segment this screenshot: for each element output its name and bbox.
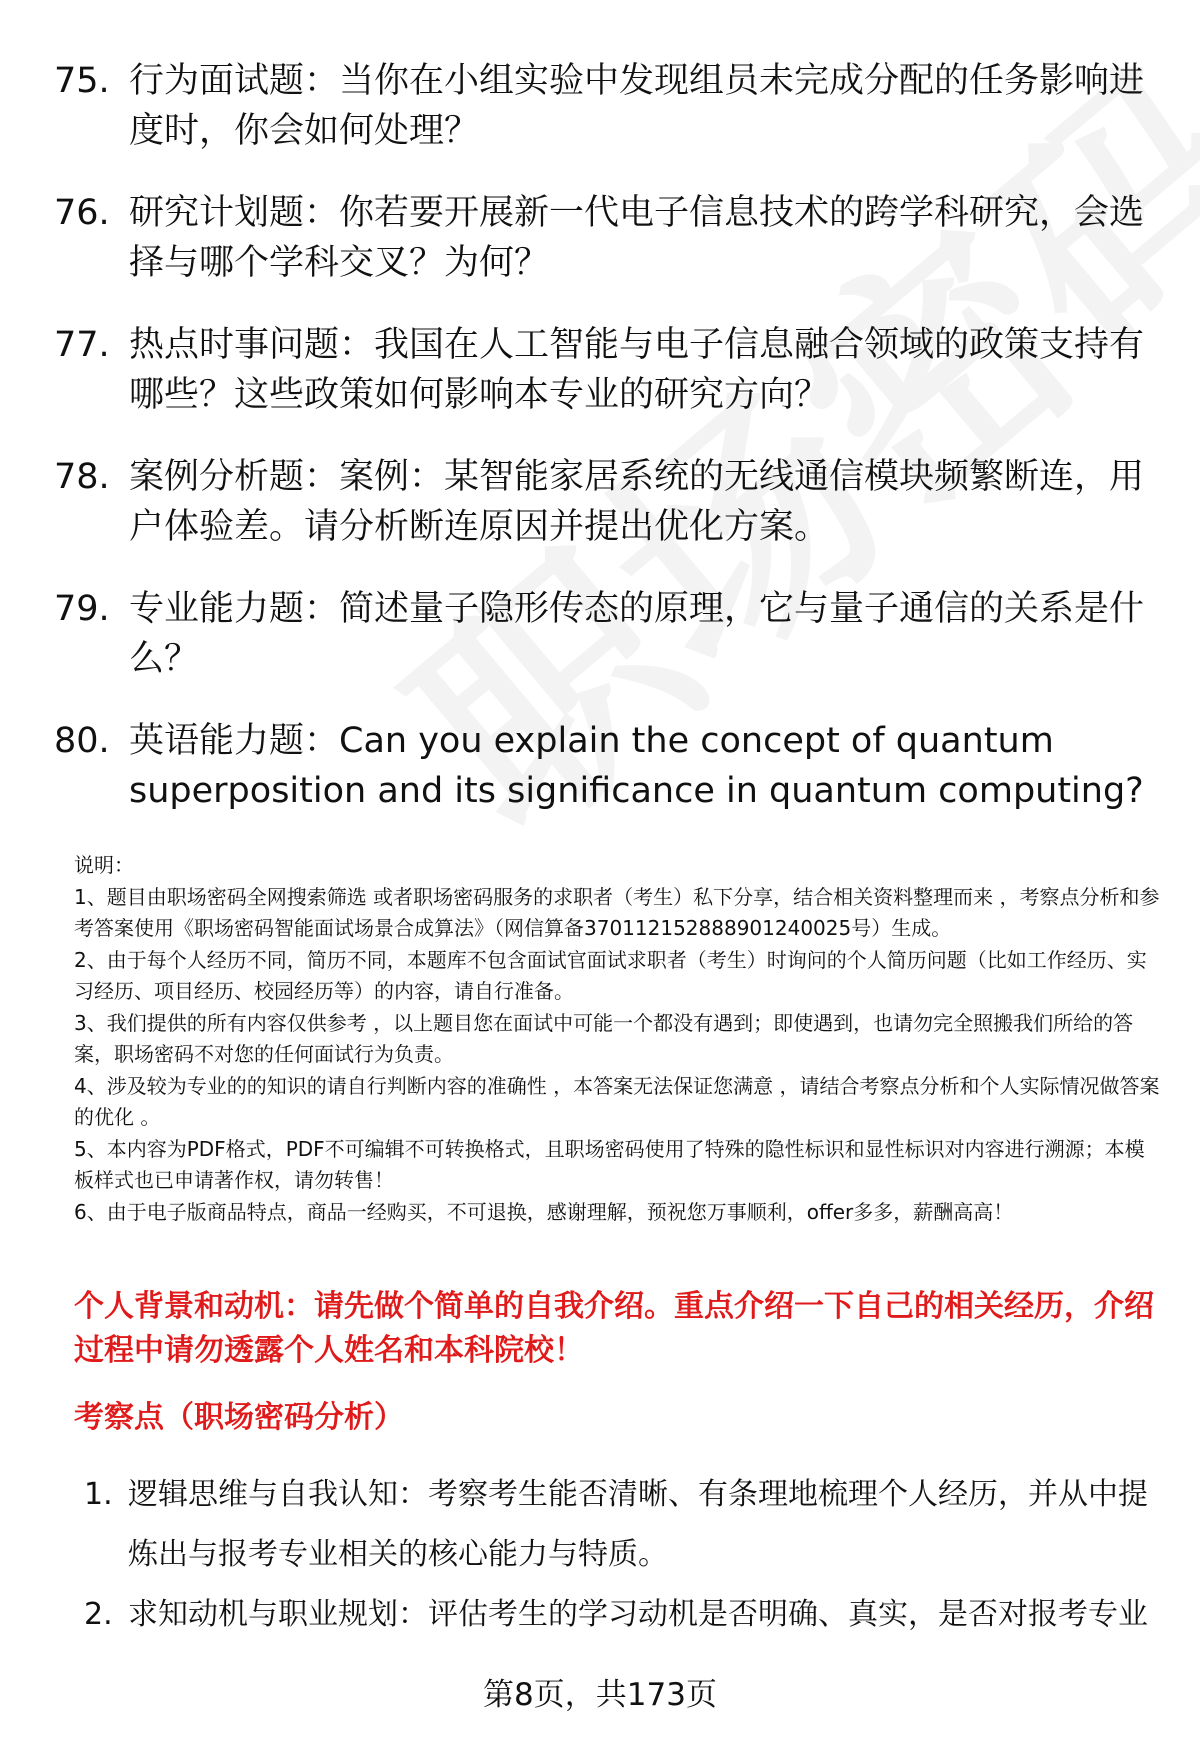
notes-block <box>74 850 1160 1228</box>
question-number: 79. <box>54 589 110 629</box>
point-number: 2. <box>84 1597 113 1632</box>
analysis-point <box>84 1585 1164 1645</box>
section-subheading: 考察点（职场密码分析） <box>74 1400 404 1435</box>
question-item <box>54 56 1164 156</box>
question-number: 75. <box>54 61 110 101</box>
question-number: 76. <box>54 193 110 233</box>
question-text: 行为面试题：当你在小组实验中发现组员未完成分配的任务影响进度时，你会如何处理？ <box>129 61 1145 151</box>
note-item: 4、涉及较为专业的的知识的请自行判断内容的准确性 ，本答案无法保证您满意 ，请结合考察点分析和个人实际情况做答案的优化 。 <box>74 1073 1160 1129</box>
point-number: 1. <box>84 1477 113 1512</box>
question-text: 专业能力题：简述量子隐形传态的原理，它与量子通信的关系是什么？ <box>129 589 1145 679</box>
note-item: 3、我们提供的所有内容仅供参考 ，以上题目您在面试中可能一个都没有遇到；即使遇到，也请勿完全照搬我们所给的答案，职场密码不对您的任何面试行为负责。 <box>74 1010 1134 1066</box>
analysis-point <box>84 1465 1164 1585</box>
question-text: 英语能力题：Can you explain the concept of quantum superposition and its significance in quantum computing? <box>129 721 1144 811</box>
question-number: 80. <box>54 721 110 761</box>
question-item <box>54 716 1164 816</box>
page-footer: 第8页，共173页 <box>483 1677 717 1713</box>
question-item <box>54 452 1164 552</box>
point-text: 逻辑思维与自我认知：考察考生能否清晰、有条理地梳理个人经历，并从中提炼出与报考专业相关的核心能力与特质。 <box>128 1477 1148 1572</box>
question-text: 案例分析题：案例：某智能家居系统的无线通信模块频繁断连，用户体验差。请分析断连原因并提出优化方案。 <box>129 457 1145 547</box>
question-number: 77. <box>54 325 110 365</box>
note-item: 5、本内容为PDF格式，PDF不可编辑不可转换格式，且职场密码使用了特殊的隐性标识和显性标识对内容进行溯源；本模板样式也已申请著作权，请勿转售！ <box>74 1136 1145 1192</box>
question-text: 研究计划题：你若要开展新一代电子信息技术的跨学科研究，会选择与哪个学科交叉？为何？ <box>129 193 1145 283</box>
note-item: 6、由于电子版商品特点，商品一经购买，不可退换，感谢理解，预祝您万事顺利，offer多多，薪酬高高！ <box>74 1199 1014 1224</box>
question-item <box>54 188 1164 288</box>
question-item <box>54 584 1164 684</box>
analysis-point-list <box>84 1465 1164 1645</box>
question-number: 78. <box>54 457 110 497</box>
notes-title: 说明： <box>74 853 134 877</box>
question-text: 热点时事问题：我国在人工智能与电子信息融合领域的政策支持有哪些？这些政策如何影响本专业的研究方向？ <box>129 325 1145 415</box>
note-item: 1、题目由职场密码全网搜索筛选 或者职场密码服务的求职者（考生）私下分享，结合相关资料整理而来 ，考察点分析和参考答案使用《职场密码智能面试场景合成算法》（网信算备370112152888901240025号）生成。 <box>74 884 1160 940</box>
point-text: 求知动机与职业规划：评估考生的学习动机是否明确、真实，是否对报考专业 <box>128 1597 1148 1632</box>
note-item: 2、由于每个人经历不同，简历不同，本题库不包含面试官面试求职者（考生）时询问的个人简历问题（比如工作经历、实习经历、项目经历、校园经历等）的内容，请自行准备。 <box>74 947 1147 1003</box>
question-item <box>54 320 1164 420</box>
question-list <box>54 56 1164 848</box>
section-heading: 个人背景和动机：请先做个简单的自我介绍。重点介绍一下自己的相关经历，介绍过程中请勿透露个人姓名和本科院校！ <box>74 1289 1154 1368</box>
